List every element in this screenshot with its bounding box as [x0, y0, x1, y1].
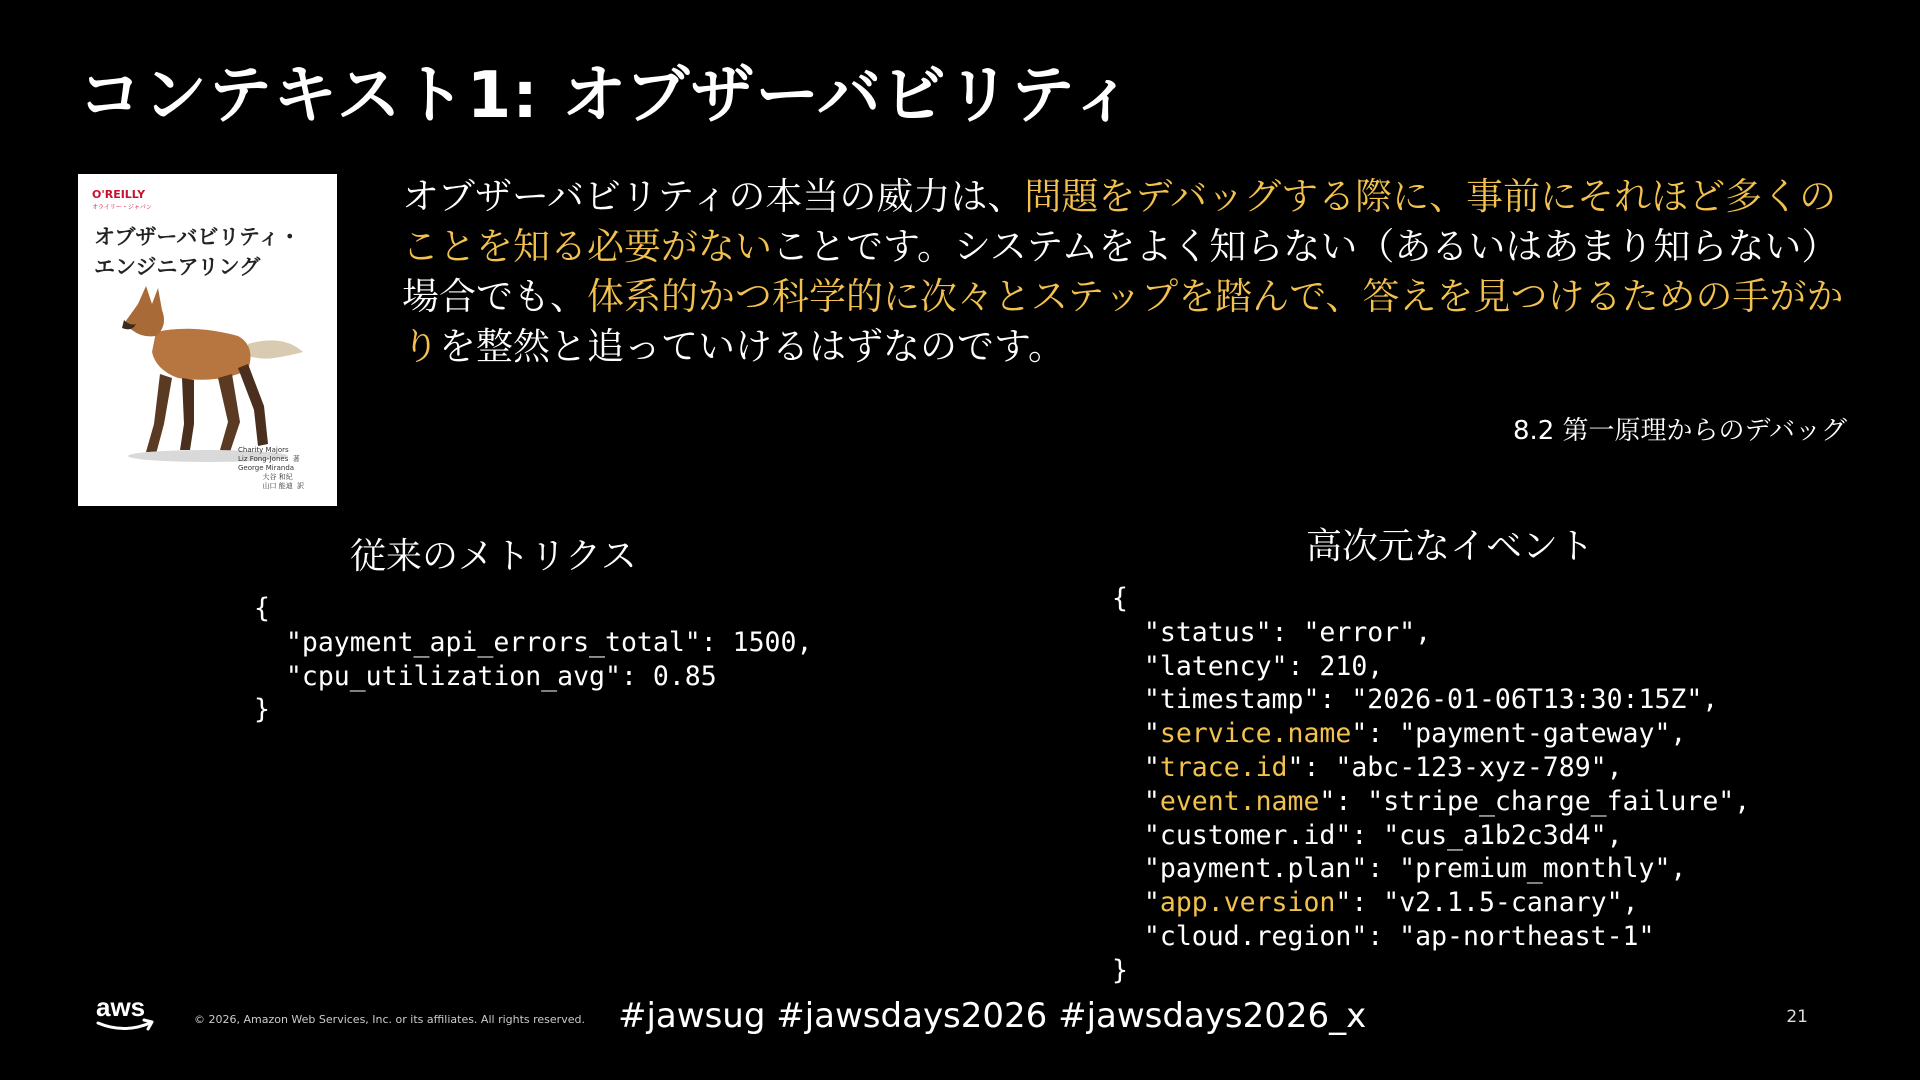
code-text: {: [254, 593, 270, 624]
code-line: [1112, 852, 1750, 886]
quote-text: [402, 172, 1862, 372]
quote-segment: オブザーバビリティの本当の威力は、: [402, 175, 1025, 218]
code-text: ": "payment-gateway",: [1351, 718, 1687, 750]
code-line: [1112, 582, 1750, 616]
book-cover-image: [78, 174, 337, 506]
publisher-logo: O'REILLY: [92, 188, 146, 201]
book-authors: Charity Majors Liz Fong-Jones 著 George Miranda 大谷 和紀 山口 能迪 訳: [238, 446, 305, 490]
code-line: [254, 592, 812, 626]
code-text: ": "stripe_charge_failure",: [1319, 785, 1751, 817]
code-line: [1112, 683, 1750, 717]
code-text: "timestamp": "2026-01-06T13:30:15Z",: [1112, 684, 1719, 716]
code-text: ": [1112, 887, 1160, 919]
high-dimensional-events-title: 高次元なイベント: [1306, 526, 1595, 567]
code-key-highlight: app.version: [1159, 887, 1336, 919]
publisher-sub: オライリー・ジャパン: [92, 204, 152, 211]
code-text: "payment.plan": "premium_monthly",: [1112, 853, 1687, 885]
slide-title: コンテキスト1: オブザーバビリティ: [78, 59, 1136, 133]
code-text: "status": "error",: [1112, 616, 1432, 648]
code-text: ": [1112, 751, 1160, 783]
code-text: "payment_api_errors_total": 1500,: [254, 626, 813, 658]
code-key-highlight: service.name: [1159, 718, 1352, 750]
quote-source: 8.2 第一原理からのデバッグ: [1512, 416, 1847, 446]
code-text: "cloud.region": "ap-northeast-1": [1112, 920, 1655, 952]
code-line: [1112, 886, 1750, 920]
page-number: 21: [1786, 1007, 1808, 1027]
code-text: "cpu_utilization_avg": 0.85: [254, 660, 717, 692]
code-text: "customer.id": "cus_a1b2c3d4",: [1112, 819, 1623, 851]
code-key-highlight: event.name: [1159, 785, 1320, 817]
code-line: [1112, 751, 1750, 785]
aws-logo-text: aws: [96, 992, 146, 1022]
high-dimensional-events-code: [1112, 582, 1750, 988]
code-line: [254, 693, 812, 727]
code-line: [1112, 650, 1750, 684]
hashtags: #jawsug #jawsdays2026 #jawsdays2026_x: [618, 996, 1367, 1036]
code-text: ": "v2.1.5-canary",: [1335, 887, 1639, 919]
code-text: ": [1112, 718, 1160, 750]
code-line: [1112, 616, 1750, 650]
code-key-highlight: trace.id: [1159, 751, 1288, 783]
code-line: [1112, 954, 1750, 988]
book-title-line1: オブザーバビリティ・: [94, 225, 301, 249]
code-text: {: [1112, 583, 1128, 614]
maned-wolf-illustration: [98, 274, 318, 464]
code-text: "latency": 210,: [1112, 650, 1384, 682]
code-text: }: [1112, 954, 1128, 986]
traditional-metrics-title: 従来のメトリクス: [350, 536, 637, 577]
copyright-notice: © 2026, Amazon Web Services, Inc. or its affiliates. All rights reserved.: [194, 1013, 585, 1026]
quote-segment: を整然と追っていけるはずなのです。: [439, 325, 1066, 368]
code-line: [1112, 717, 1750, 751]
traditional-metrics-code: [254, 592, 812, 727]
code-text: ": [1112, 785, 1160, 817]
code-line: [254, 626, 812, 660]
quote-segment: ことです。システムをよく知らない（あるいはあまり知らない）場合でも、: [402, 225, 1839, 318]
code-line: [1112, 819, 1750, 853]
book-title-line2: エンジニアリング: [94, 255, 261, 279]
code-line: [1112, 785, 1750, 819]
code-text: ": "abc-123-xyz-789",: [1287, 751, 1623, 783]
code-text: }: [254, 694, 270, 726]
quote-highlight: 体系的かつ科学的に次々とステップを踏んで、答えを見つけるための手がかり: [402, 275, 1844, 368]
code-line: [254, 660, 812, 694]
aws-logo: [94, 992, 156, 1034]
book-title: [94, 222, 334, 282]
quote-highlight: 問題をデバッグする際に、事前にそれほど多くのことを知る必要がない: [402, 175, 1837, 268]
code-line: [1112, 920, 1750, 954]
